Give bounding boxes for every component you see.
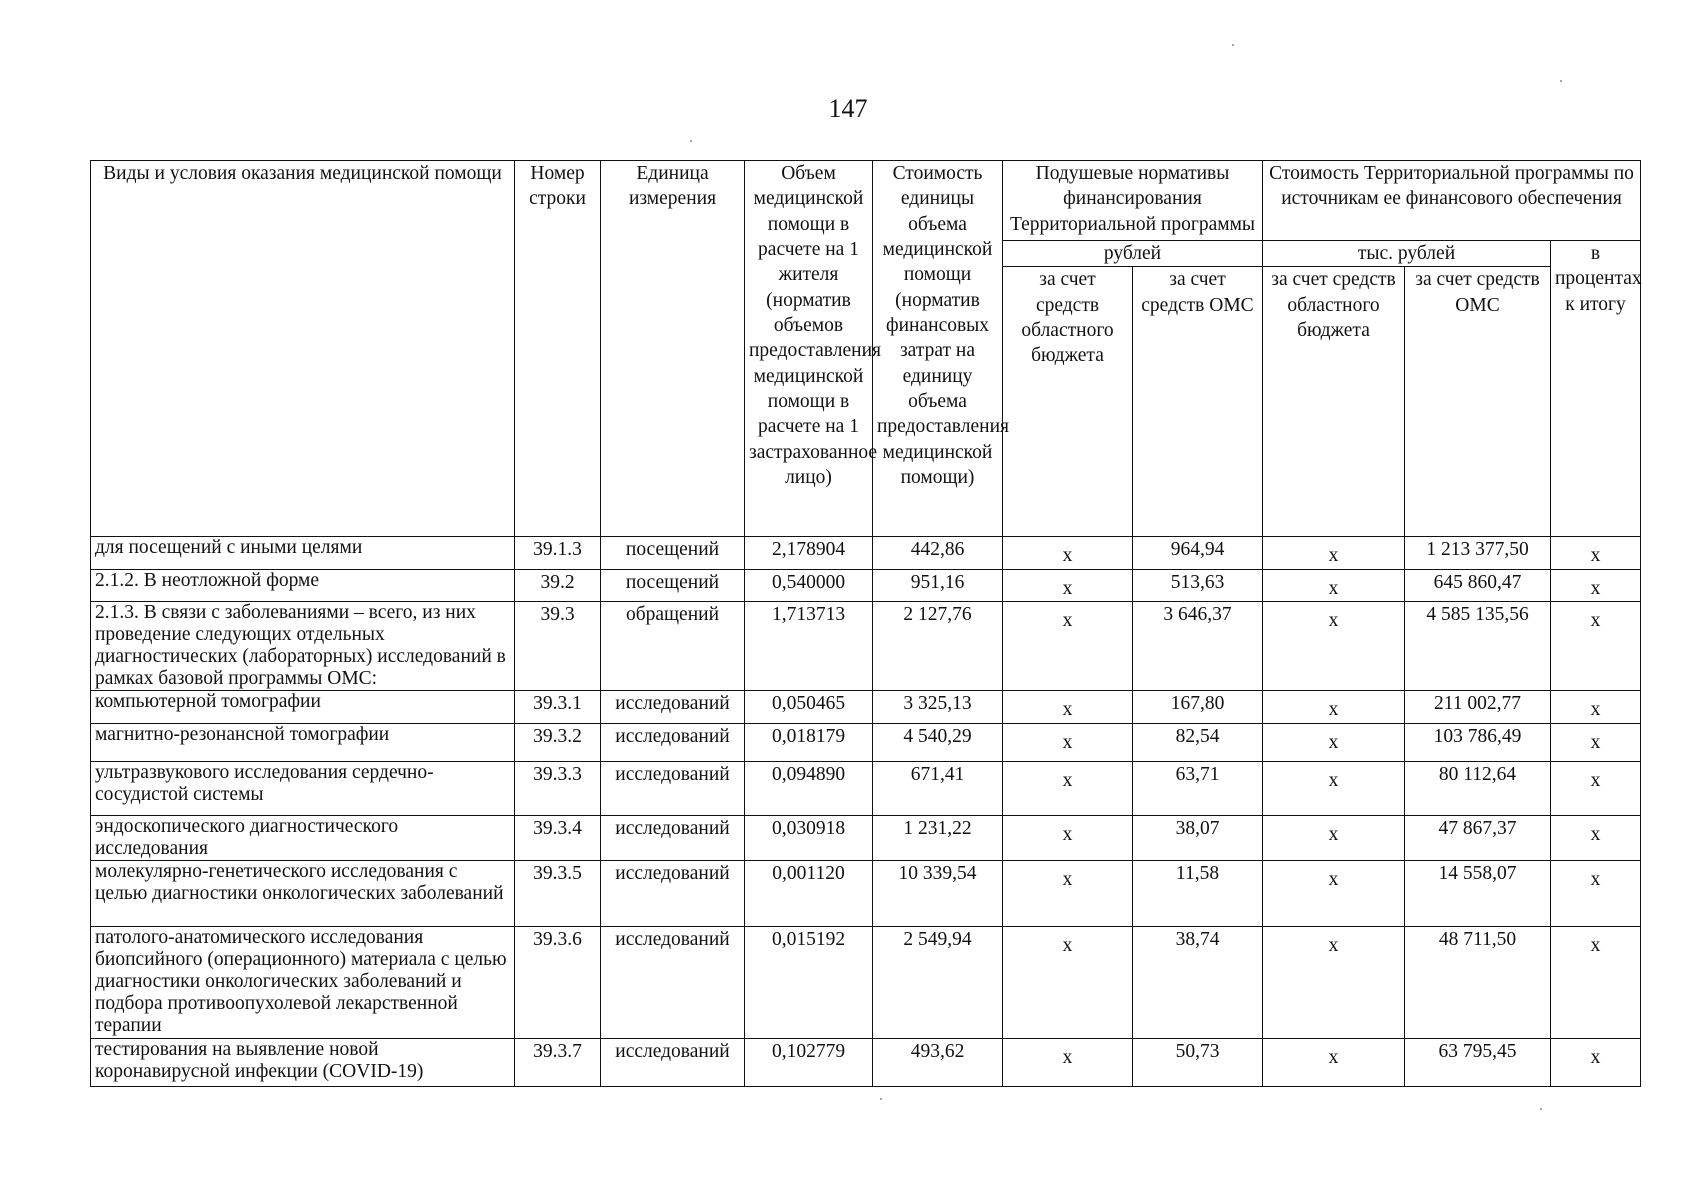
cell-cost: 951,16	[873, 569, 1003, 601]
cell-unit: исследований	[601, 815, 745, 860]
cell-name: для посещений с иными целями	[91, 537, 515, 569]
cell-cost: 4 540,29	[873, 723, 1003, 761]
cell-volume: 1,713713	[745, 602, 873, 691]
cell-num: 39.3.7	[515, 1038, 601, 1086]
cell-pc-oms: 11,58	[1133, 860, 1263, 926]
cell-pc-budget: х	[1003, 1038, 1133, 1086]
cell-tot-budget: х	[1263, 569, 1405, 601]
cell-percent: х	[1551, 602, 1641, 691]
cell-unit: исследований	[601, 860, 745, 926]
cell-pc-budget: х	[1003, 860, 1133, 926]
cell-num: 39.3.4	[515, 815, 601, 860]
scan-speck	[1232, 44, 1234, 46]
cell-cost: 2 127,76	[873, 602, 1003, 691]
table-row	[91, 691, 1641, 723]
cell-name: ультразвукового исследования сердечно-сосудистой системы	[91, 761, 515, 815]
cell-tot-budget: х	[1263, 815, 1405, 860]
cell-pc-oms: 38,07	[1133, 815, 1263, 860]
cell-tot-oms: 4 585 135,56	[1405, 602, 1551, 691]
cell-pc-budget: х	[1003, 602, 1133, 691]
cell-name: молекулярно-генетического исследования с целью диагностики онкологических заболеваний	[91, 860, 515, 926]
cell-volume: 0,001120	[745, 860, 873, 926]
cell-unit: исследований	[601, 1038, 745, 1086]
cell-unit: исследований	[601, 926, 745, 1038]
header-oms: за счет средств ОМС	[1133, 267, 1263, 537]
cell-pc-oms: 63,71	[1133, 761, 1263, 815]
header-cost: Стоимость единицы объема медицинской помощи (норматив финансовых затрат на единицу объема предоставления медицинской помощи)	[873, 161, 1003, 537]
cell-num: 39.3.6	[515, 926, 601, 1038]
cell-name: магнитно-резонансной томографии	[91, 723, 515, 761]
cell-tot-oms: 1 213 377,50	[1405, 537, 1551, 569]
cell-pc-budget: х	[1003, 761, 1133, 815]
cell-percent: х	[1551, 1038, 1641, 1086]
cell-num: 39.3	[515, 602, 601, 691]
cell-volume: 0,540000	[745, 569, 873, 601]
cell-tot-budget: х	[1263, 761, 1405, 815]
cell-pc-budget: х	[1003, 569, 1133, 601]
cell-tot-oms: 103 786,49	[1405, 723, 1551, 761]
table-row	[91, 1038, 1641, 1086]
cell-unit: исследований	[601, 691, 745, 723]
header-percent: в процентах к итогу	[1551, 241, 1641, 537]
cell-cost: 10 339,54	[873, 860, 1003, 926]
header-name: Виды и условия оказания медицинской помощи	[91, 161, 515, 537]
cell-tot-budget: х	[1263, 691, 1405, 723]
cell-pc-budget: х	[1003, 691, 1133, 723]
table-row	[91, 761, 1641, 815]
cell-pc-oms: 50,73	[1133, 1038, 1263, 1086]
header-total-oms: за счет средств ОМС	[1405, 267, 1551, 537]
cell-percent: х	[1551, 569, 1641, 601]
table-row	[91, 723, 1641, 761]
cell-name: 2.1.3. В связи с заболеваниями – всего, из них проведение следующих отдельных диагностических (лабораторных) исследований в рамках базовой программы ОМС:	[91, 602, 515, 691]
cell-num: 39.3.3	[515, 761, 601, 815]
cell-unit: посещений	[601, 537, 745, 569]
cell-unit: исследований	[601, 761, 745, 815]
header-total-regional-budget: за счет средств областного бюджета	[1263, 267, 1405, 537]
cell-percent: х	[1551, 761, 1641, 815]
cell-num: 39.3.5	[515, 860, 601, 926]
cell-tot-oms: 80 112,64	[1405, 761, 1551, 815]
cell-percent: х	[1551, 815, 1641, 860]
cell-tot-budget: х	[1263, 860, 1405, 926]
table-row	[91, 537, 1641, 569]
cell-percent: х	[1551, 537, 1641, 569]
cell-name: тестирования на выявление новой коронавирусной инфекции (COVID-19)	[91, 1038, 515, 1086]
cell-tot-budget: х	[1263, 926, 1405, 1038]
cell-volume: 0,018179	[745, 723, 873, 761]
table-row	[91, 860, 1641, 926]
cell-tot-budget: х	[1263, 537, 1405, 569]
header-per-capita-unit: рублей	[1003, 241, 1263, 267]
cell-tot-oms: 47 867,37	[1405, 815, 1551, 860]
header-row-number: Номер строки	[515, 161, 601, 537]
header-total-unit: тыс. рублей	[1263, 241, 1551, 267]
header-volume: Объем медицинской помощи в расчете на 1 жителя (норматив объемов предоставления медицинской помощи в расчете на 1 застрахованное лицо)	[745, 161, 873, 537]
cell-tot-oms: 48 711,50	[1405, 926, 1551, 1038]
table-row	[91, 815, 1641, 860]
cell-tot-oms: 211 002,77	[1405, 691, 1551, 723]
cell-num: 39.3.1	[515, 691, 601, 723]
table-row	[91, 602, 1641, 691]
cell-volume: 0,015192	[745, 926, 873, 1038]
cell-pc-oms: 513,63	[1133, 569, 1263, 601]
page-number: 147	[828, 94, 868, 123]
financing-table	[90, 160, 1641, 1087]
cell-percent: х	[1551, 926, 1641, 1038]
cell-cost: 493,62	[873, 1038, 1003, 1086]
cell-cost: 1 231,22	[873, 815, 1003, 860]
cell-tot-oms: 63 795,45	[1405, 1038, 1551, 1086]
table-header	[91, 161, 1641, 537]
cell-name: 2.1.2. В неотложной форме	[91, 569, 515, 601]
cell-volume: 0,102779	[745, 1038, 873, 1086]
cell-pc-budget: х	[1003, 537, 1133, 569]
cell-tot-oms: 14 558,07	[1405, 860, 1551, 926]
cell-unit: исследований	[601, 723, 745, 761]
cell-num: 39.3.2	[515, 723, 601, 761]
header-regional-budget: за счет средств областного бюджета	[1003, 267, 1133, 537]
cell-pc-oms: 167,80	[1133, 691, 1263, 723]
cell-volume: 0,094890	[745, 761, 873, 815]
cell-name: патолого-анатомического исследования биопсийного (операционного) материала с целью диагностики онкологических заболеваний и подбора противоопухолевой лекарственной терапии	[91, 926, 515, 1038]
header-unit: Единица измерения	[601, 161, 745, 537]
table-row	[91, 926, 1641, 1038]
scan-speck	[880, 1098, 882, 1100]
cell-pc-oms: 38,74	[1133, 926, 1263, 1038]
cell-unit: обращений	[601, 602, 745, 691]
header-total-group: Стоимость Территориальной программы по источникам ее финансового обеспечения	[1263, 161, 1641, 241]
scan-speck	[690, 140, 692, 142]
cell-volume: 0,050465	[745, 691, 873, 723]
cell-percent: х	[1551, 691, 1641, 723]
scan-speck	[1540, 1108, 1542, 1110]
header-per-capita-group: Подушевые нормативы финансирования Территориальной программы	[1003, 161, 1263, 241]
table-body	[91, 537, 1641, 1086]
cell-pc-budget: х	[1003, 926, 1133, 1038]
cell-num: 39.1.3	[515, 537, 601, 569]
cell-cost: 3 325,13	[873, 691, 1003, 723]
cell-cost: 442,86	[873, 537, 1003, 569]
cell-name: компьютерной томографии	[91, 691, 515, 723]
cell-tot-oms: 645 860,47	[1405, 569, 1551, 601]
cell-volume: 2,178904	[745, 537, 873, 569]
cell-pc-budget: х	[1003, 723, 1133, 761]
cell-tot-budget: х	[1263, 1038, 1405, 1086]
cell-tot-budget: х	[1263, 602, 1405, 691]
cell-cost: 2 549,94	[873, 926, 1003, 1038]
cell-volume: 0,030918	[745, 815, 873, 860]
cell-pc-budget: х	[1003, 815, 1133, 860]
cell-num: 39.2	[515, 569, 601, 601]
cell-percent: х	[1551, 860, 1641, 926]
cell-pc-oms: 964,94	[1133, 537, 1263, 569]
cell-unit: посещений	[601, 569, 745, 601]
cell-cost: 671,41	[873, 761, 1003, 815]
cell-name: эндоскопического диагностического исследования	[91, 815, 515, 860]
cell-pc-oms: 82,54	[1133, 723, 1263, 761]
cell-tot-budget: х	[1263, 723, 1405, 761]
scan-speck	[1560, 80, 1562, 82]
cell-percent: х	[1551, 723, 1641, 761]
cell-pc-oms: 3 646,37	[1133, 602, 1263, 691]
table-row	[91, 569, 1641, 601]
